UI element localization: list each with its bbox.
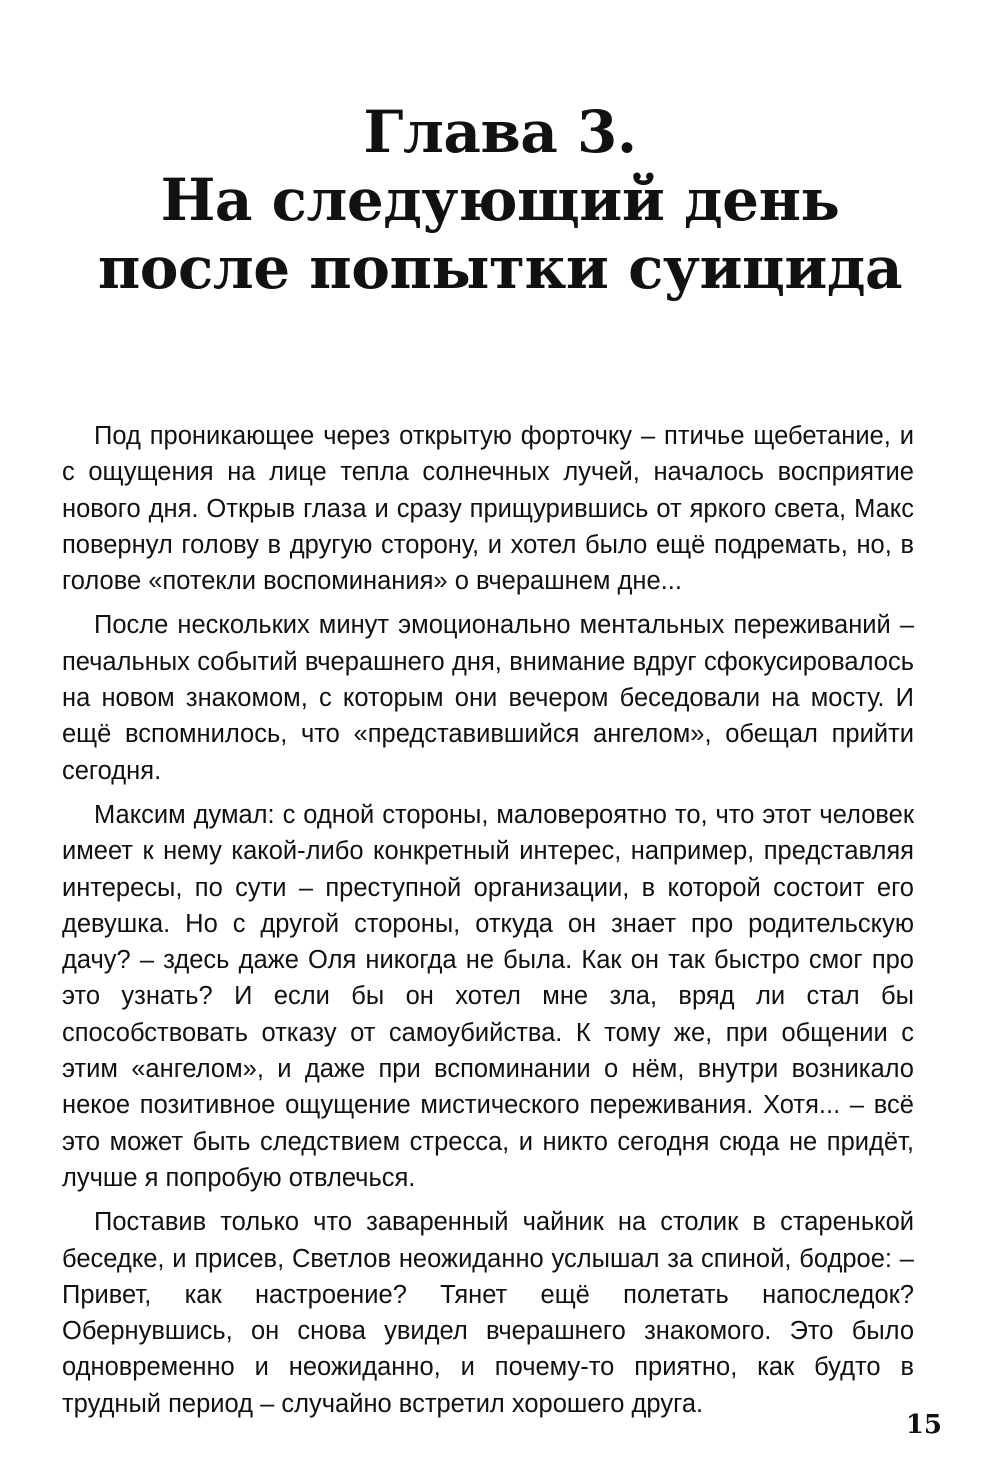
chapter-title-line-1: Глава 3. bbox=[363, 98, 637, 166]
paragraph-3: Максим думал: с одной стороны, маловероятно то, что этот человек имеет к нему какой-либо конкретный интерес, например, представляя интересы, по сути – преступной организации, в которой состоит его девушка. Но с другой стороны, откуда он знает про родительскую дачу? – здесь даже Оля никогда не была. Как он так быстро смог про это узнать? И если бы он хотел мне зла, вряд ли стал бы способствовать отказу от самоубийства. К тому же, при общении с этим «ангелом», и даже при вспоминании о нём, внутри возникало некое позитивное ощущение мистического переживания. Хотя... – всё это может быть следствием стресса, и никто сегодня сюда не придёт, лучше я попробую отвлечься. bbox=[62, 800, 914, 1192]
chapter-title-line-2: На следующий день bbox=[160, 166, 840, 234]
paragraph-1: Под проникающее через открытую форточку – птичье щебетание, и с ощущения на лице тепла солнечных лучей, началось восприятие нового дня. Открыв глаза и сразу прищурившись от яркого света, Макс повернул голову в другую сторону, и хотел было ещё подремать, но, в голове «потекли воспоминания» о вчерашнем дне... bbox=[62, 422, 914, 596]
paragraph-2: После нескольких минут эмоционально ментальных переживаний – печальных событий вчерашнего дня, внимание вдруг сфокусировалось на новом знакомом, с которым они вечером беседовали на мосту. И ещё вспомнилось, что «представившийся ангелом», обещал прийти сегодня. bbox=[62, 611, 914, 785]
paragraph-4: Поставив только что заваренный чайник на столик в старенькой беседке, и присев, Светлов неожиданно услышал за спиной, бодрое: – Привет, как настроение? Тянет ещё полетать напоследок? Обернувшись, он снова увидел вчерашнего знакомого. Это было одновременно и неожиданно, и почему-то приятно, как будто в трудный период – случайно встретил хорошего друга. bbox=[62, 1208, 914, 1418]
chapter-title-line-3: после попытки суицида bbox=[97, 234, 903, 302]
chapter-title bbox=[60, 98, 940, 302]
page-number: 15 bbox=[905, 1410, 942, 1440]
chapter-body bbox=[62, 418, 914, 1430]
